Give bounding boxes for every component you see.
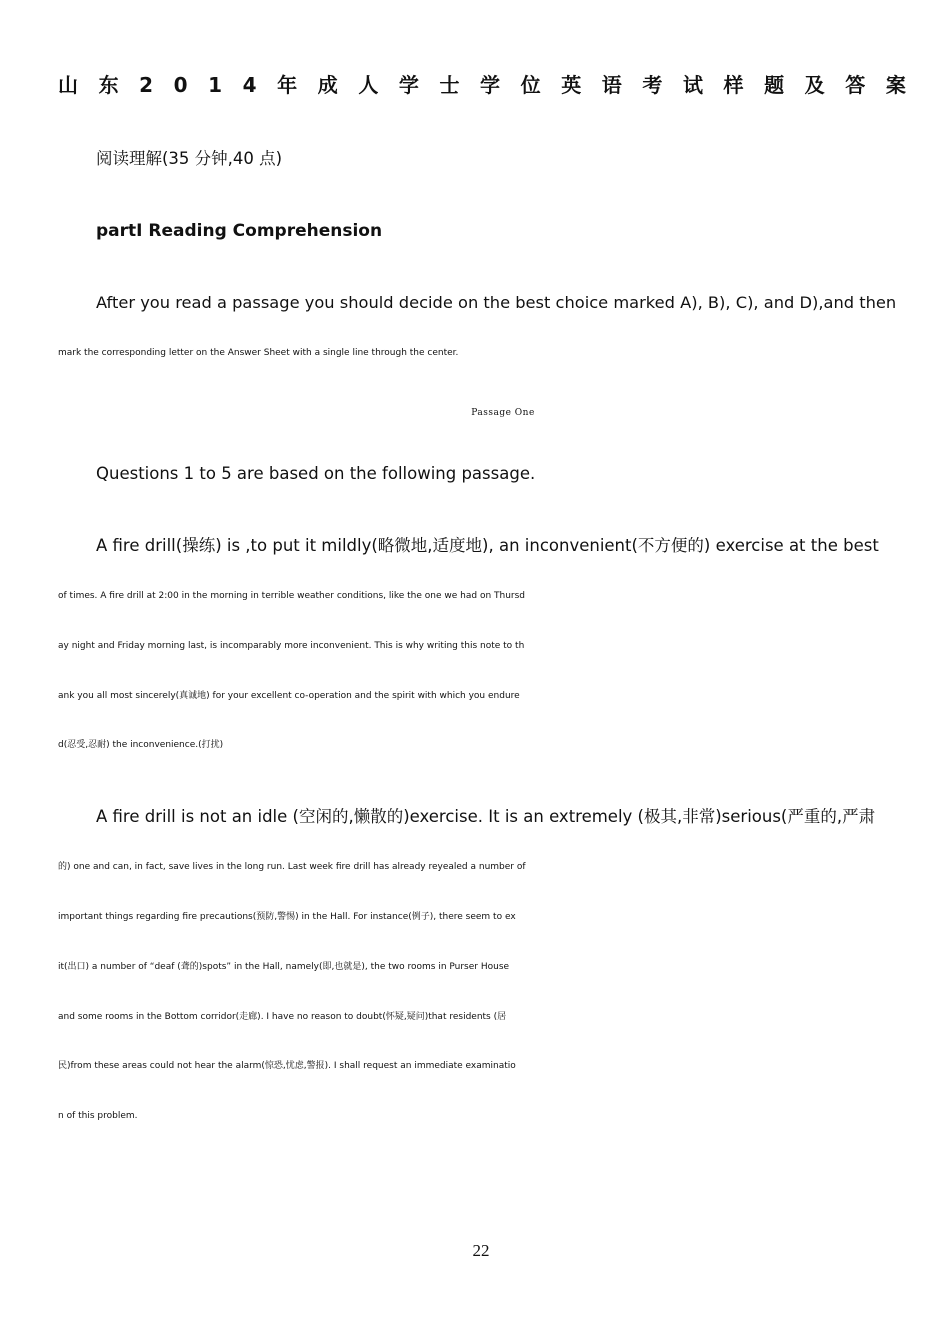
title-char: 4	[242, 73, 257, 97]
title-char: 题	[764, 73, 785, 97]
paragraph-2-line: it(出口) a number of “deaf (聋的)spots” in the Hall, namely(即,也就是), the two rooms in Purser House	[58, 962, 510, 972]
paragraph-1-line: d(忍受,忍耐) the inconvenience.(打扰)	[58, 740, 224, 750]
paragraph-1-line: ank you all most sincerely(真诚地) for your excellent co-operation and the spirit with which you endure	[58, 691, 520, 701]
title-char: 答	[845, 73, 866, 97]
title-char: 语	[601, 73, 622, 97]
paragraph-2-line: important things regarding fire precautions(预防,警惕) in the Hall. For instance(例子), there seem to ex	[58, 912, 516, 922]
title-char: 学	[398, 73, 419, 97]
title-char: 考	[642, 73, 663, 97]
title-char: 试	[682, 73, 703, 97]
paragraph-2-line: 民)from these areas could not hear the alarm(惊恐,忧虑,警报). I shall request an immediate examinatio	[58, 1061, 516, 1071]
title-char: 士	[439, 73, 460, 97]
title-char: 位	[520, 73, 541, 97]
questions-intro: Questions 1 to 5 are based on the following passage.	[96, 464, 536, 483]
section-heading-cn: 阅读理解(35 分钟,40 点)	[96, 149, 283, 168]
paragraph-2-line: n of this problem.	[58, 1111, 138, 1121]
title-char: 1	[208, 73, 223, 97]
title-char: 0	[173, 73, 188, 97]
title-char: 山	[58, 73, 78, 97]
paragraph-2-line: 的) one and can, in fact, save lives in the long run. Last week fire drill has already reyealed a number of	[58, 862, 526, 872]
instructions-line: mark the corresponding letter on the Answer Sheet with a single line through the center.	[58, 348, 459, 358]
title-char: 2	[139, 73, 154, 97]
title-char: 及	[804, 73, 825, 97]
paragraph-1-line: A fire drill(操练) is ,to put it mildly(略微地,适度地), an inconvenient(不方便的) exercise at the best	[96, 536, 879, 555]
paragraph-2-line: and some rooms in the Bottom corridor(走廊). I have no reason to doubt(怀疑,疑问)that residents (居	[58, 1012, 507, 1022]
title-char: 学	[480, 73, 501, 97]
title-char: 成	[317, 73, 338, 97]
page-number: 22	[472, 1241, 490, 1260]
title-char: 年	[277, 73, 298, 97]
title-char: 东	[98, 73, 119, 97]
passage-title: Passage One	[471, 408, 535, 418]
title-char: 英	[561, 73, 582, 97]
document-title	[58, 70, 906, 100]
paragraph-2-line: A fire drill is not an idle (空闲的,懒散的)exercise. It is an extremely (极其,非常)serious(严重的,严肃	[96, 807, 876, 826]
title-char: 样	[723, 73, 744, 97]
part-title: partI Reading Comprehension	[96, 221, 383, 241]
title-char: 案	[885, 73, 906, 97]
instructions-line: After you read a passage you should decide on the best choice marked A), B), C), and D),and then	[96, 293, 897, 312]
paragraph-1-line: ay night and Friday morning last, is incomparably more inconvenient. This is why writing this note to th	[58, 641, 525, 651]
title-char: 人	[358, 73, 379, 97]
paragraph-1-line: of times. A fire drill at 2:00 in the morning in terrible weather conditions, like the one we had on Thursd	[58, 591, 526, 601]
